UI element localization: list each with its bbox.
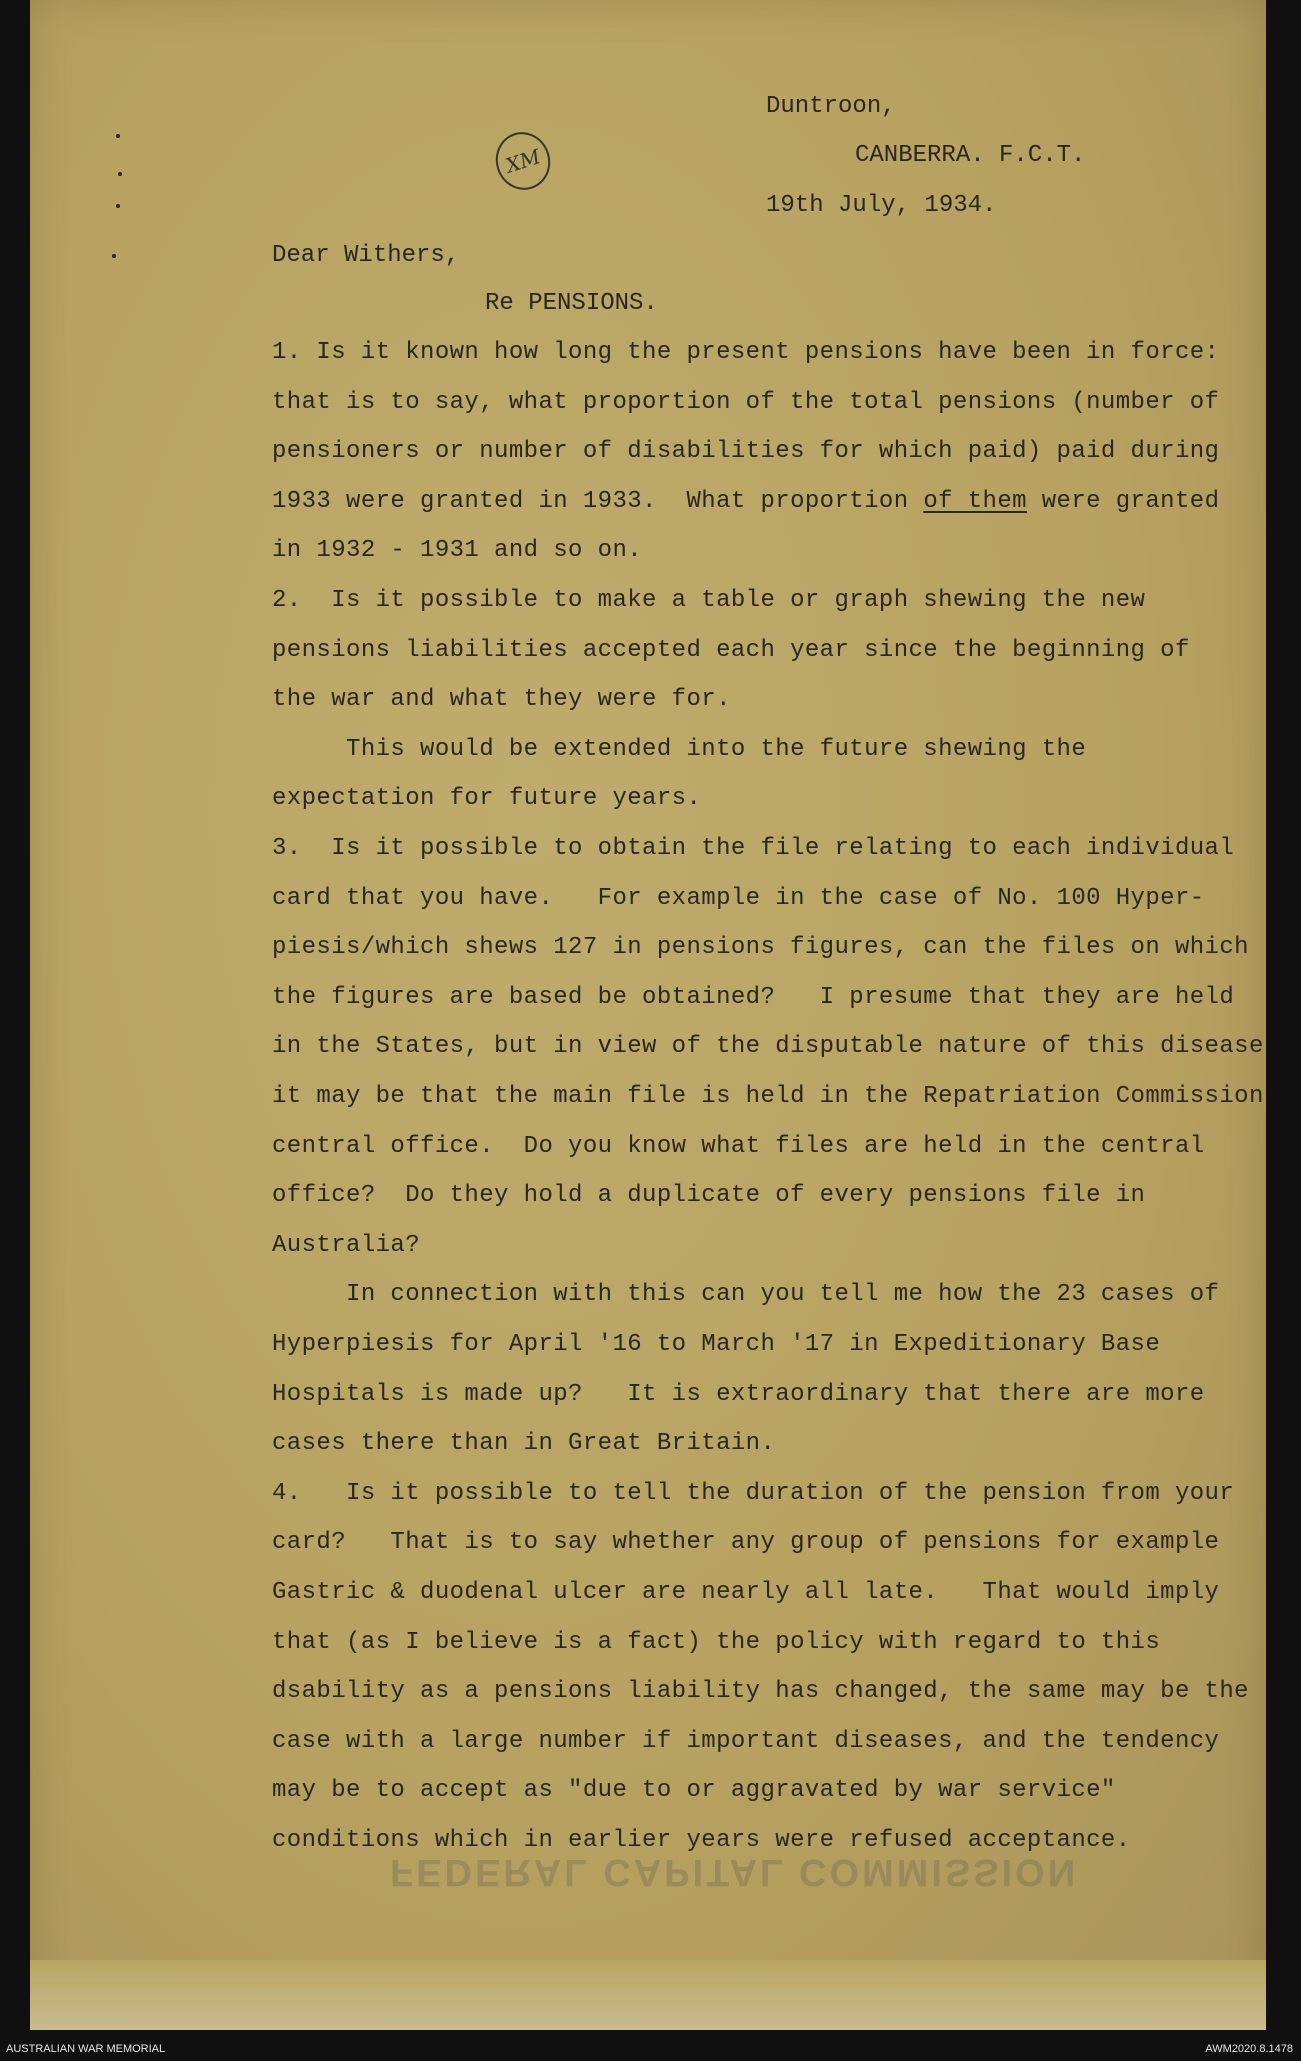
punch-hole	[118, 172, 122, 176]
body-line: Hospitals is made up? It is extraordinary that there are more	[272, 1381, 1205, 1408]
body-line: dsability as a pensions liability has changed, the same may be the	[272, 1678, 1249, 1705]
body-line: cases there than in Great Britain.	[272, 1430, 776, 1457]
watermark: FEDERAL CAPITAL COMMISSION	[390, 1851, 1079, 1893]
body-line: may be to accept as "due to or aggravated by war service"	[272, 1777, 1116, 1804]
body-line: case with a large number if important diseases, and the tendency	[272, 1728, 1220, 1755]
address-line-1: Duntroon,	[766, 93, 896, 120]
salutation: Dear Withers,	[272, 242, 460, 269]
body-line: 1. Is it known how long the present pensions have been in force:	[272, 339, 1220, 366]
body-line: in the States, but in view of the disputable nature of this disease	[272, 1033, 1264, 1060]
torn-edge	[30, 1960, 1266, 2030]
body-line: the war and what they were for.	[272, 686, 731, 713]
punch-hole	[116, 134, 120, 138]
body-line: pensions liabilities accepted each year since the beginning of	[272, 637, 1190, 664]
body-line: central office. Do you know what files are held in the central	[272, 1133, 1205, 1160]
letter-date: 19th July, 1934.	[766, 192, 997, 219]
body-line: card? That is to say whether any group of pensions for example	[272, 1529, 1220, 1556]
subject-line: Re PENSIONS.	[485, 290, 658, 317]
footer-right: AWM2020.8.1478	[1205, 2043, 1293, 2055]
body-line: In connection with this can you tell me how the 23 cases of	[272, 1281, 1220, 1308]
body-line: Australia?	[272, 1232, 421, 1259]
address-line-2: CANBERRA. F.C.T.	[855, 142, 1086, 169]
body-line: that is to say, what proportion of the total pensions (number of	[272, 389, 1220, 416]
underlined-text: of them	[923, 488, 1027, 515]
body-line: Hyperpiesis for April '16 to March '17 in Expeditionary Base	[272, 1331, 1161, 1358]
body-line-part: 1933 were granted in 1933. What proportion	[272, 488, 924, 515]
body-line: it may be that the main file is held in the Repatriation Commission	[272, 1083, 1264, 1110]
body-line: 2. Is it possible to make a table or graph shewing the new	[272, 587, 1146, 614]
body-line: This would be extended into the future shewing the	[272, 736, 1087, 763]
body-line: that (as I believe is a fact) the policy with regard to this	[272, 1629, 1161, 1656]
body-line: office? Do they hold a duplicate of every pensions file in	[272, 1182, 1146, 1209]
body-line: the figures are based be obtained? I presume that they are held	[272, 984, 1235, 1011]
body-line: expectation for future years.	[272, 785, 702, 812]
body-line: piesis/which shews 127 in pensions figures, can the files on which	[272, 934, 1249, 961]
body-line: 4. Is it possible to tell the duration of the pension from your	[272, 1480, 1235, 1507]
handwritten-annotation: XM	[488, 125, 557, 197]
punch-hole	[116, 204, 120, 208]
body-line: card that you have. For example in the case of No. 100 Hyper-	[272, 885, 1205, 912]
body-line: pensioners or number of disabilities for which paid) paid during	[272, 438, 1220, 465]
body-line: 3. Is it possible to obtain the file relating to each individual	[272, 835, 1235, 862]
punch-hole	[112, 254, 116, 258]
footer-left: AUSTRALIAN WAR MEMORIAL	[6, 2043, 166, 2055]
body-line: conditions which in earlier years were refused acceptance.	[272, 1827, 1131, 1854]
body-line: Gastric & duodenal ulcer are nearly all late. That would imply	[272, 1579, 1220, 1606]
body-line-part: were granted	[1026, 488, 1220, 515]
body-line	[272, 488, 1219, 515]
body-line: in 1932 - 1931 and so on.	[272, 537, 643, 564]
